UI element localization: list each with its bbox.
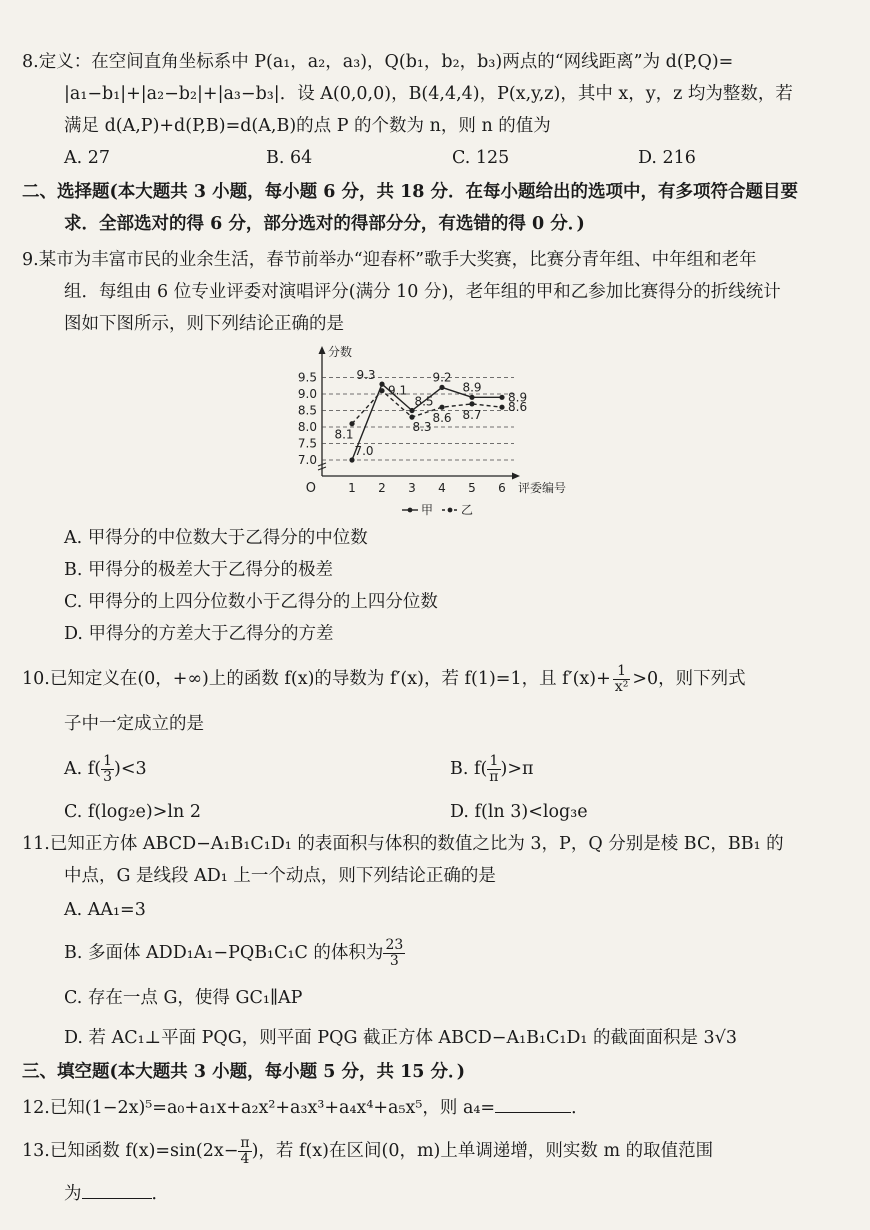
q10-fraction (613, 664, 631, 695)
legend-label: 乙 (461, 503, 474, 517)
q10-line-1 (22, 664, 746, 695)
q10-fraction-den: x² (614, 679, 629, 695)
x-tick-label: 3 (408, 481, 416, 495)
origin-label: O (305, 481, 316, 496)
q10-option-a (64, 754, 147, 785)
q11-line-2: 中点，G 是线段 AD₁ 上一个动点，则下列结论正确的是 (64, 866, 496, 886)
y-tick-label: 7.5 (297, 436, 317, 451)
data-label: 9.2 (432, 370, 452, 385)
x-tick-label: 5 (468, 481, 476, 495)
q9-line-3: 图如下图所示，则下列结论正确的是 (64, 314, 344, 334)
q10-option-c: C. f(log₂e)>ln 2 (64, 802, 201, 822)
q11-option-c: C. 存在一点 G，使得 GC₁∥AP (64, 988, 303, 1008)
q10-option-a-den: 3 (103, 769, 112, 785)
q13-fraction-den: 4 (240, 1151, 250, 1167)
q13-line-2-tail: ． (151, 1184, 169, 1204)
x-axis-arrow (512, 473, 520, 480)
q12-answer-blank[interactable] (495, 1094, 571, 1113)
q13-answer-blank[interactable] (82, 1180, 152, 1199)
data-point (439, 405, 444, 410)
q10-option-b-num: 1 (487, 754, 500, 770)
x-axis-title: 评委编号 (518, 481, 567, 495)
q10-fraction-num: 1 (613, 664, 631, 680)
data-point (379, 382, 384, 387)
data-point (349, 457, 354, 462)
q8-line-3: 满足 d(A,P)+d(P,B)=d(A,B)的点 P 的个数为 n，则 n 的值为 (64, 116, 551, 136)
q13-fraction (238, 1136, 251, 1167)
q10-line-2: 子中一定成立的是 (64, 714, 204, 734)
q10-option-b-post: )>π (500, 759, 534, 779)
data-point (439, 385, 444, 390)
q10-option-b (450, 754, 534, 785)
data-point (499, 395, 504, 400)
x-tick-label: 6 (498, 481, 506, 495)
q11-option-a: A. AA₁=3 (64, 900, 146, 920)
q10-option-a-num: 1 (103, 753, 112, 769)
legend-swatch-point (448, 508, 453, 513)
q9-option-c: C. 甲得分的上四分位数小于乙得分的上四分位数 (64, 592, 438, 612)
data-point (409, 415, 414, 420)
q13-post: )，若 f(x)在区间(0，m)上单调递增，则实数 m 的取值范围 (251, 1141, 714, 1161)
data-label: 9.3 (356, 368, 376, 383)
data-label: 7.0 (354, 444, 374, 458)
y-tick-label: 8.5 (297, 403, 317, 418)
data-point (349, 421, 354, 426)
data-label: 8.3 (412, 420, 432, 435)
q12-tail: ． (571, 1098, 589, 1118)
q10-option-d: D. f(ln 3)<log₃e (450, 802, 588, 822)
data-point (409, 408, 414, 413)
x-tick-label: 2 (378, 481, 386, 495)
q9-line-chart (284, 338, 604, 520)
legend-label: 甲 (421, 503, 434, 517)
q10-option-b-frac (487, 754, 500, 785)
q12-line (22, 1094, 589, 1120)
data-label: 8.1 (334, 427, 354, 442)
y-axis-title: 分数 (328, 345, 353, 359)
q10-line-1-tail: >0，则下列式 (632, 669, 746, 689)
q8-line-2: |a₁−b₁|+|a₂−b₂|+|a₃−b₃|．设 A(0,0,0)，B(4,4,4)，P(x,y,z)，其中 x，y，z 均为整数，若 (64, 84, 793, 104)
q9-option-a: A. 甲得分的中位数大于乙得分的中位数 (64, 528, 368, 548)
q11-option-b (64, 938, 405, 969)
q13-pre: 13.已知函数 f(x)=sin(2x− (22, 1141, 239, 1161)
q12-text: 12.已知(1−2x)⁵=a₀+a₁x+a₂x²+a₃x³+a₄x⁴+a₅x⁵，则 a₄= (22, 1098, 496, 1118)
section-2-heading: 二、选择题(本大题共 3 小题，每小题 6 分，共 18 分．在每小题给出的选项中，有多项符合题目要 (22, 182, 799, 202)
data-label: 8.9 (462, 380, 482, 395)
q9-option-b: B. 甲得分的极差大于乙得分的极差 (64, 560, 333, 580)
q11-option-d: D. 若 AC₁⊥平面 PQG，则平面 PQG 截正方体 ABCD−A₁B₁C₁D₁ 的截面面积是 3√3 (64, 1028, 737, 1048)
data-point (379, 388, 384, 393)
data-label: 8.6 (508, 400, 528, 415)
q8-option-d: D. 216 (638, 148, 696, 168)
q10-option-a-pre: A. f( (64, 759, 102, 779)
q9-option-d: D. 甲得分的方差大于乙得分的方差 (64, 624, 334, 644)
q8-option-b: B. 64 (266, 148, 313, 168)
q11-line-1: 11.已知正方体 ABCD−A₁B₁C₁D₁ 的表面积与体积的数值之比为 3，P，Q 分别是棱 BC，BB₁ 的 (22, 834, 784, 854)
data-label: 8.9 (508, 390, 528, 405)
y-tick-label: 7.0 (297, 453, 317, 467)
q9-line-1: 9.某市为丰富市民的业余生活，春节前举办“迎春杯”歌手大奖赛，比赛分青年组、中年组和老年 (22, 250, 757, 270)
chart-svg (284, 338, 604, 520)
q9-line-2: 组．每组由 6 位专业评委对演唱评分(满分 10 分)，老年组的甲和乙参加比赛得分的折线统计 (64, 282, 781, 302)
section-2-heading-cont: 求．全部选对的得 6 分，部分选对的得部分分，有选错的得 0 分．) (64, 214, 585, 234)
q13-fraction-num: π (240, 1135, 250, 1151)
q11-option-b-num: 23 (385, 937, 404, 953)
data-label: 8.7 (462, 407, 482, 422)
q8-option-a: A. 27 (64, 148, 111, 168)
data-point (469, 395, 474, 400)
q8-option-c: C. 125 (452, 148, 510, 168)
q10-option-a-post: )<3 (114, 759, 147, 779)
data-point (499, 405, 504, 410)
q13-line-2-text: 为 (64, 1184, 82, 1204)
y-tick-label: 9.0 (297, 387, 317, 401)
data-label: 8.6 (432, 411, 452, 426)
x-tick-label: 4 (438, 481, 446, 495)
data-label: 9.1 (388, 383, 408, 398)
q11-option-b-den: 3 (389, 953, 399, 969)
q10-option-b-den: π (489, 769, 499, 785)
q11-option-b-pre: B. 多面体 ADD₁A₁−PQB₁C₁C 的体积为 (64, 943, 384, 963)
legend-swatch-point (408, 508, 413, 513)
q11-option-b-frac (383, 938, 405, 969)
section-3-heading: 三、填空题(本大题共 3 小题，每小题 5 分，共 15 分．) (22, 1062, 466, 1082)
data-point (469, 401, 474, 406)
x-tick-label: 1 (348, 481, 356, 495)
y-tick-label: 8.0 (297, 420, 317, 434)
data-label: 8.5 (414, 394, 434, 409)
q10-line-1-text: 10.已知定义在(0，+∞)上的函数 f(x)的导数为 f′(x)，若 f(1)=1，且 f′(x)+ (22, 669, 611, 689)
q13-line-1 (22, 1136, 713, 1167)
y-axis-arrow (319, 346, 326, 354)
q10-option-b-pre: B. f( (450, 759, 488, 779)
q13-line-2 (64, 1180, 169, 1206)
q10-option-a-frac (101, 754, 114, 785)
q8-line-1: 8.定义：在空间直角坐标系中 P(a₁，a₂，a₃)，Q(b₁，b₂，b₃)两点的“网线距离”为 d(P,Q)= (22, 52, 734, 72)
y-tick-label: 9.5 (297, 370, 317, 385)
